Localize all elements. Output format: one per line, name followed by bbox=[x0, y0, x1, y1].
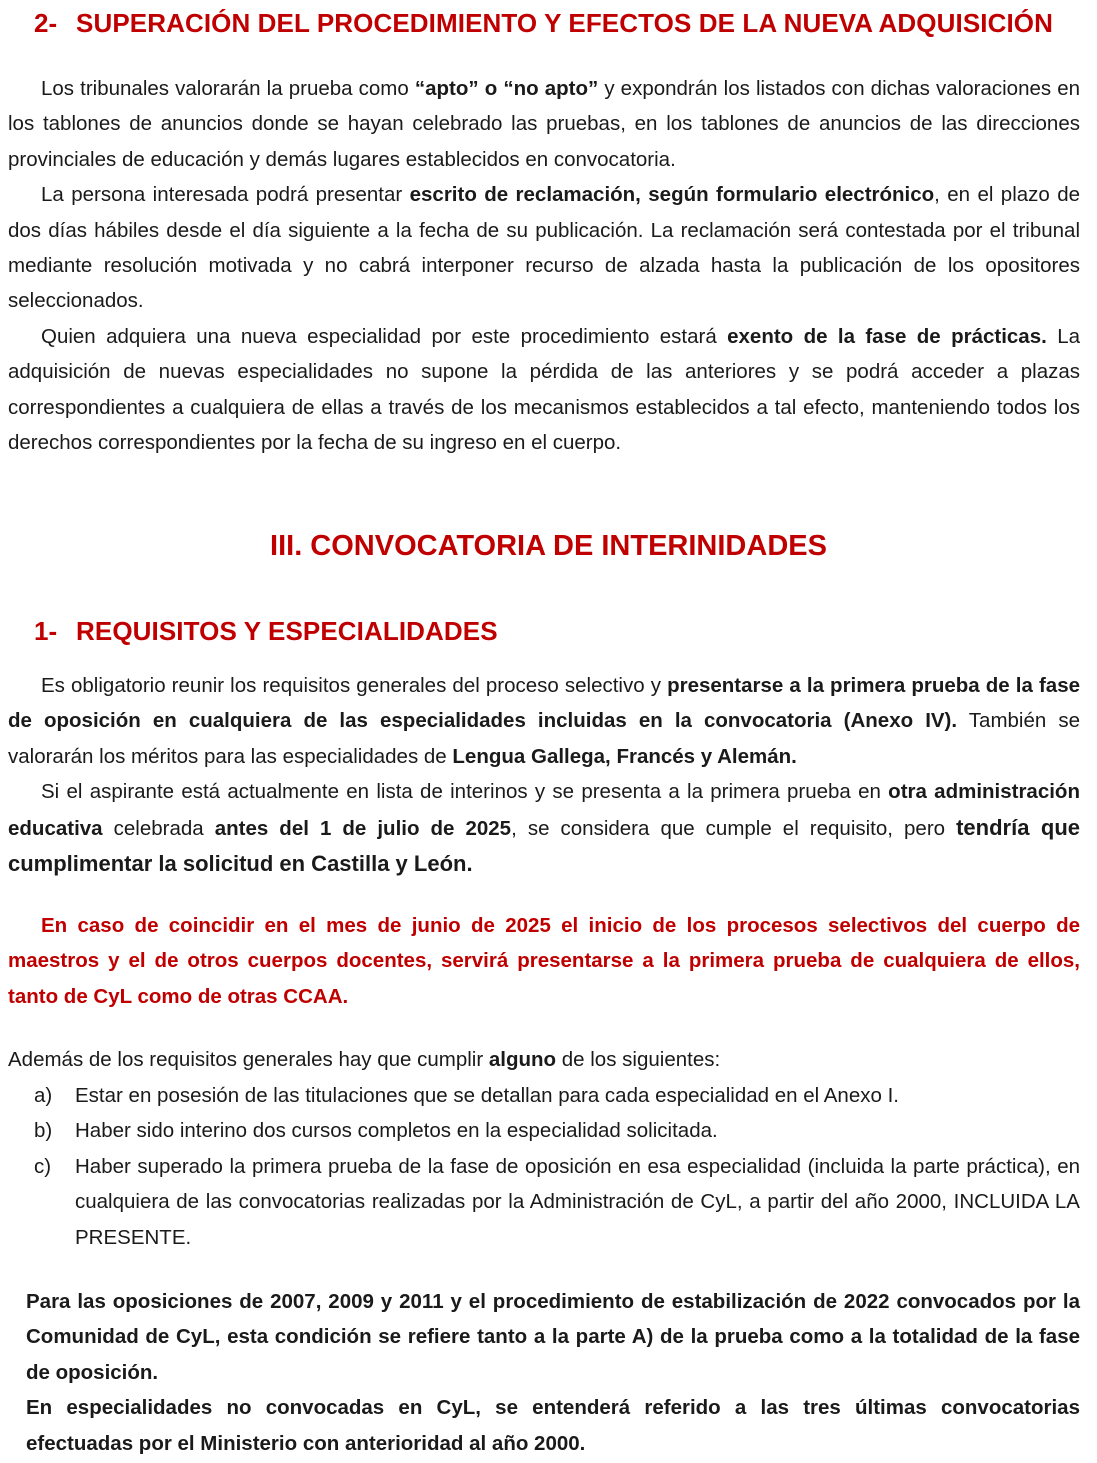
red-note bbox=[8, 908, 1080, 1014]
section-3-1-body bbox=[8, 668, 1080, 882]
section-2-body bbox=[8, 71, 1080, 460]
paragraph bbox=[8, 1042, 1080, 1077]
requirements-list bbox=[34, 1078, 1080, 1255]
list-item bbox=[34, 1149, 1080, 1255]
bold-paragraph: En especialidades no convocadas en CyL, se entenderá referido a las tres últimas convocatorias efectuadas por el Ministerio con anterioridad al año 2000. bbox=[26, 1396, 1080, 1455]
paragraph bbox=[8, 71, 1080, 177]
bold-text: “apto” o “no apto” bbox=[414, 77, 599, 100]
bold-text: exento de la fase de prácticas. bbox=[727, 324, 1047, 348]
section-number: 2- bbox=[34, 8, 58, 38]
section-title: REQUISITOS Y ESPECIALIDADES bbox=[76, 616, 498, 646]
section-3-heading bbox=[0, 530, 1097, 563]
section-title: CONVOCATORIA DE INTERINIDADES bbox=[310, 530, 827, 562]
list-text: Haber superado la primera prueba de la fase de oposición en esa especialidad (incluida la parte práctica), en cualquiera de las convocatorias realizadas por la Administración de CyL, a partir del año 2000, INCLUIDA LA PRESENTE. bbox=[75, 1154, 1080, 1249]
paragraph bbox=[8, 668, 1080, 774]
requirements-intro bbox=[8, 1042, 1080, 1077]
text: También se valorarán los méritos para las especialidades de bbox=[8, 709, 1080, 768]
bold-text: otra administración educativa bbox=[8, 780, 1080, 840]
paragraph bbox=[8, 774, 1080, 882]
text: Si el aspirante está actualmente en lista de interinos y se presenta a la primera prueba en bbox=[41, 780, 889, 804]
bold-paragraph: Para las oposiciones de 2007, 2009 y 2011 y el procedimiento de estabilización de 2022 convocados por la Comunidad de CyL, esta condición se refiere tanto a la parte A) de la prueba como a la totalidad de la fase de oposición. bbox=[26, 1290, 1080, 1384]
bold-notes bbox=[26, 1284, 1080, 1461]
list-marker: c) bbox=[34, 1154, 52, 1178]
paragraph bbox=[8, 319, 1080, 461]
section-number: III. bbox=[270, 530, 303, 562]
section-2-heading bbox=[34, 8, 1053, 39]
bold-text: escrito de reclamación, según formulario electrónico bbox=[409, 183, 935, 207]
text: La adquisición de nuevas especialidades no supone la pérdida de las anteriores y se podrá acceder a plazas correspondientes a cualquiera de ellas a través de los mecanismos establecidos a tal efecto, manteniendo todos los derechos correspondientes por la fecha de su ingreso en el cuerpo. bbox=[8, 324, 1080, 455]
bold-text: Lengua Gallega, Francés y Alemán. bbox=[452, 744, 797, 768]
bold-text: presentarse a la primera prueba de la fase de oposición en cualquiera de las especialidades incluidas en la convocatoria (Anexo IV). bbox=[8, 674, 1080, 733]
list-item bbox=[34, 1113, 1080, 1148]
text: Además de los requisitos generales hay que cumplir bbox=[8, 1048, 489, 1071]
bold-text: tendría que cumplimentar la solicitud en Castilla y León. bbox=[8, 814, 1081, 877]
text: Quien adquiera una nueva especialidad por este procedimiento estará bbox=[41, 324, 728, 348]
bold-text: antes del 1 de julio de 2025 bbox=[214, 816, 512, 840]
section-title: SUPERACIÓN DEL PROCEDIMIENTO Y EFECTOS DE LA NUEVA ADQUISICIÓN bbox=[76, 8, 1053, 38]
paragraph bbox=[8, 177, 1080, 319]
list-marker: b) bbox=[34, 1119, 53, 1143]
text: celebrada bbox=[102, 816, 215, 840]
text: Es obligatorio reunir los requisitos generales del proceso selectivo y bbox=[41, 674, 668, 697]
text: de los siguientes: bbox=[556, 1048, 721, 1071]
text: Los tribunales valorarán la prueba como bbox=[41, 77, 415, 100]
list-text: Haber sido interino dos cursos completos en la especialidad solicitada. bbox=[75, 1119, 718, 1143]
section-3-1-heading bbox=[34, 616, 498, 647]
list-text: Estar en posesión de las titulaciones que se detallan para cada especialidad en el Anexo I. bbox=[75, 1084, 899, 1107]
bold-text: alguno bbox=[488, 1048, 557, 1071]
text: La persona interesada podrá presentar bbox=[41, 183, 410, 207]
list-item bbox=[34, 1078, 1080, 1113]
section-number: 1- bbox=[34, 616, 58, 646]
red-paragraph: En caso de coincidir en el mes de junio de 2025 el inicio de los procesos selectivos del cuerpo de maestros y el de otros cuerpos docentes, servirá presentarse a la primera prueba de cualquiera de ellos, tanto de CyL como de otras CCAA. bbox=[8, 914, 1080, 1008]
list-marker: a) bbox=[34, 1084, 53, 1107]
text: , se considera que cumple el requisito, pero bbox=[511, 816, 957, 840]
text: y expondrán los listados con dichas valoraciones en los tablones de anuncios donde se hayan celebrado las pruebas, en los tablones de anuncios de las direcciones provinciales de educación y demás lugares establecidos en convocatoria. bbox=[8, 77, 1081, 171]
text: , en el plazo de dos días hábiles desde el día siguiente a la fecha de su publicación. La reclamación será contestada por el tribunal mediante resolución motivada y no cabrá interponer recurso de alzada hasta la publicación de los opositores seleccionados. bbox=[8, 183, 1080, 313]
